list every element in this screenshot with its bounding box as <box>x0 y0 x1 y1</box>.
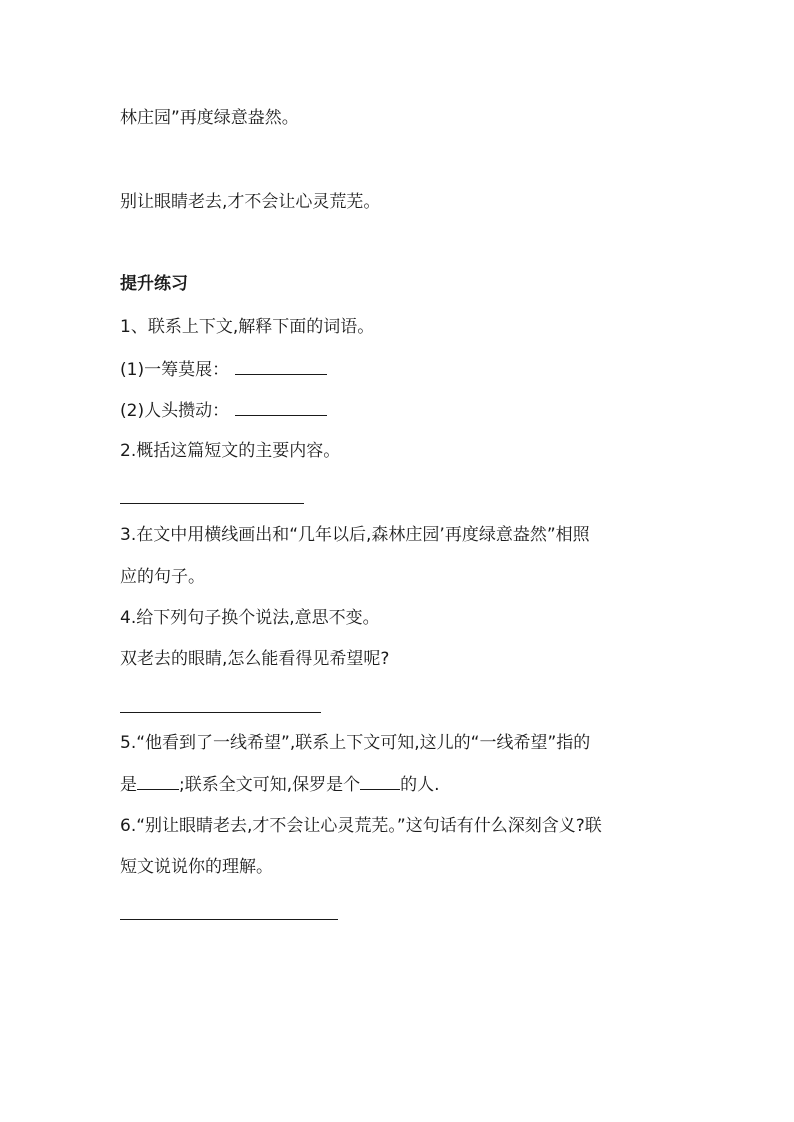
question-5-line-1: 5.“他看到了一线希望”,联系上下文可知,这儿的“一线希望”指的 <box>120 733 591 753</box>
question-1-item-1-label: (1)一筹莫展： <box>120 360 230 380</box>
question-5-text-a: 是 <box>120 775 137 795</box>
question-5-text-c: 的人. <box>400 775 440 795</box>
section-title: 提升练习 <box>120 274 188 294</box>
question-1-item-1-blank[interactable] <box>235 358 327 375</box>
question-1-item-2-blank[interactable] <box>235 399 327 416</box>
question-2-stem: 2.概括这篇短文的主要内容。 <box>120 441 341 461</box>
question-5-text-b: ;联系全文可知,保罗是个 <box>179 775 361 795</box>
question-4-answer-line[interactable] <box>120 712 321 713</box>
question-3-stem-line-2: 应的句子。 <box>120 567 205 587</box>
question-6-line-2: 短文说说你的理解。 <box>120 857 273 877</box>
question-1-item-1 <box>120 358 327 381</box>
question-2-answer-line[interactable] <box>120 503 304 504</box>
passage-line-2: 别让眼睛老去,才不会让心灵荒芜。 <box>120 192 381 212</box>
question-5-blank-2[interactable] <box>360 773 400 790</box>
question-1-item-2 <box>120 399 327 422</box>
question-4-stem: 4.给下列句子换个说法,意思不变。 <box>120 608 380 628</box>
question-6-line-1: 6.“别让眼睛老去,才不会让心灵荒芜。”这句话有什么深刻含义?联 <box>120 816 602 836</box>
question-1-stem: 1、联系上下文,解释下面的词语。 <box>120 317 375 337</box>
question-1-item-2-label: (2)人头攒动： <box>120 401 230 421</box>
question-5-blank-1[interactable] <box>137 773 179 790</box>
question-6-answer-line[interactable] <box>120 919 338 920</box>
passage-line-1: 林庄园”再度绿意盎然。 <box>120 108 299 128</box>
question-3-stem-line-1: 3.在文中用横线画出和“几年以后,森林庄园’再度绿意盎然”相照 <box>120 525 590 545</box>
question-4-sentence: 双老去的眼睛,怎么能看得见希望呢? <box>120 649 390 669</box>
question-5-line-2 <box>120 773 440 796</box>
